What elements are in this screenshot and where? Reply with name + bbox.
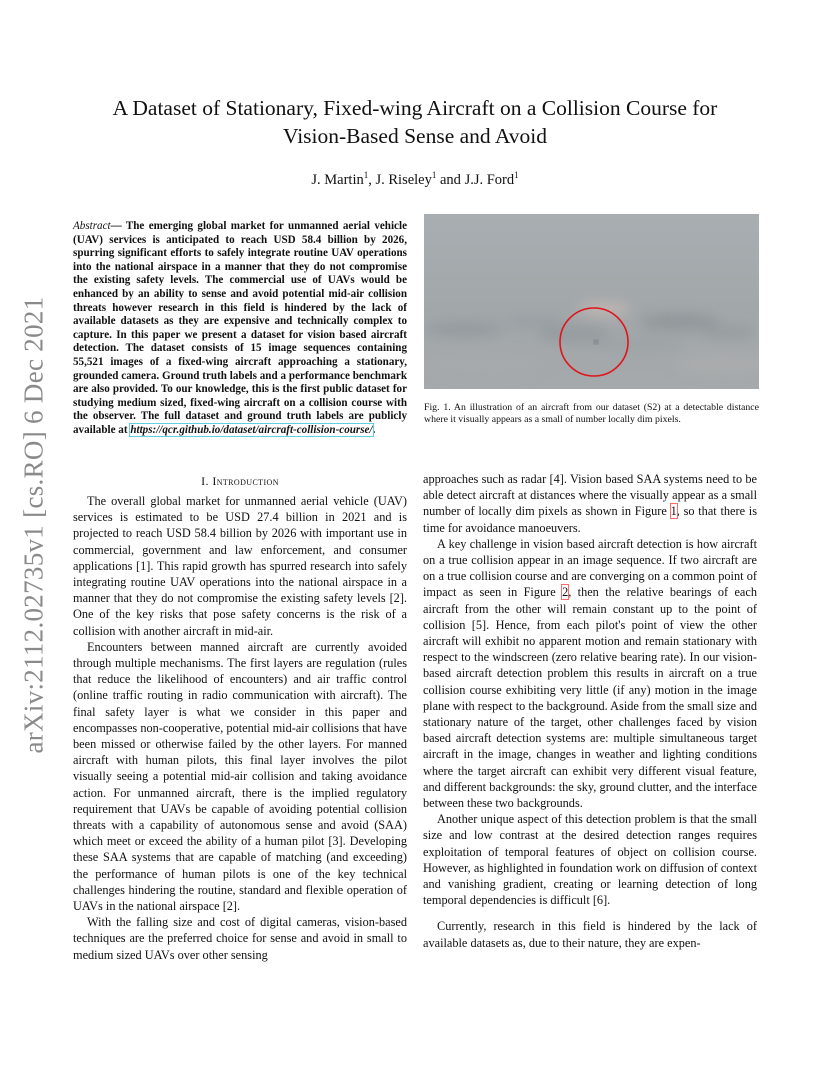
author-list	[70, 170, 760, 189]
author-separator: and	[436, 171, 465, 188]
abstract-end: .	[372, 423, 376, 436]
paragraph: Another unique aspect of this detection problem is that the small size and low contrast at the desired detection ranges requires exploitation of temporal features of object on collision course. However, as highlighted in foundation work on diffusion of context and vanishing gradient, creating or learning detection of long temporal dependencies is difficult [6].	[423, 812, 757, 908]
paragraph: Encounters between manned aircraft are currently avoided through multiple mechanisms. The first layers are regulation (rules that reduce the likelihood of encounters) and air traffic control (online traffic routing in radio communication with aircraft). The final safety layer is what we consider in this paper and encompasses non-cooperative, potential mid-air collisions that have been missed or otherwise failed by the other layers. For manned aircraft with human pilots, this final layer involves the pilot visually seeing a potential mid-air collision and taking avoidance action. For unmanned aircraft, there is the implied regulatory requirement that UAVs be capable of avoiding potential collision threats with a capability of autonomous sense and avoid (SAA) which meet or exceed the ability of a human pilot [3]. Developing these SAA systems that are capable of matching (and exceeding) the performance of human pilots is one of the key technical challenges hindering the routine, standard and flexible operation of UAVs in the national airspace [2].	[73, 639, 407, 914]
section-number: I.	[201, 474, 213, 488]
figure-1-image	[424, 214, 759, 389]
paragraph-text: , then the relative bearings of each aircraft from the other will remain constant up to the point of collision [5]. Hence, from each pilot's point of view the other aircraft will exhibit no apparent motion and remain stationary with respect to the windscreen (zero relative bearing rate). In our vision-based aircraft detection problem this results in aircraft on a true collision course exhibiting very little (if any) motion in the image plane with respect to the background. Aside from the small size and stationary nature of the target, other challenges faced by vision based aircraft detection systems are: multiple simultaneous target aircraft in the image, changes in weather and lighting conditions where the target aircraft can exhibit very different visual feature, and different backgrounds: the sky, ground clutter, and the interface between these two backgrounds.	[423, 585, 757, 811]
paragraph-text: approaches such as radar [4]. Vision based SAA systems need to be able detect aircraft at distances where the visually appear as a small number of locally dim pixels as shown in Figure	[423, 472, 757, 519]
author-affiliation: 1	[363, 170, 369, 180]
paragraph: The overall global market for unmanned aerial vehicle (UAV) services is estimated to be USD 27.4 billion in 2021 and is projected to reach USD 58.4 billion by 2026 with important use in commercial, government and law enforcement, and consumer applications [1]. This rapid growth has spurred research into safely integrating routine UAV operations into the national airspace in a manner that they do not compromise the existing safety levels [2]. One of the key risks that pose safety concerns is the risk of a collision with another aircraft in mid-air.	[73, 494, 407, 638]
paragraph-text: A key challenge in vision based aircraft detection is how aircraft on a true collision appear in an image sequence. If two aircraft are on a true collision course and are converging on a common point of impact as seen in Figure	[423, 536, 757, 600]
abstract-dash: —	[110, 220, 122, 232]
author-affiliation: 1	[431, 170, 437, 180]
abstract-text: The emerging global market for unmanned aerial vehicle (UAV) services is anticipated to reach USD 58.4 billion by 2026, spurring significant efforts to safely integrate routine UAV operations into the national airspace in a manner that they do not compromise the existing safety levels. The commercial use of UAVs would be enhanced by an ability to sense and avoid potential mid-air collision threats however research in this field is hindered by the lack of available datasets as they are expensive and technically complex to capture. In this paper we present a dataset for vision based aircraft detection. The dataset consists of 15 image sequences containing 55,521 images of a fixed-wing aircraft approaching a stationary, grounded camera. Ground truth labels and a performance benchmark are also provided. To our knowledge, this is the first public dataset for studying medium sized, fixed-wing aircraft on a collision course with the observer. The full dataset and ground truth labels are publicly available at	[73, 220, 407, 436]
sky-photo	[424, 214, 759, 389]
paper-title	[70, 94, 760, 150]
author-name: J. Riseley	[375, 171, 432, 188]
aircraft-target	[594, 340, 598, 344]
left-column-body	[73, 493, 407, 963]
title-line-2: Vision-Based Sense and Avoid	[282, 124, 548, 148]
arxiv-sidebar	[14, 290, 54, 760]
paragraph: With the falling size and cost of digital cameras, vision-based techniques are the preferred choice for sense and avoid in small to medium sized UAVs over other sensing	[73, 915, 407, 962]
paragraph	[423, 471, 757, 536]
figure-1-caption: Fig. 1. An illustration of an aircraft from our dataset (S2) at a detectable distance where it visually appears as a small of number locally dim pixels.	[424, 402, 759, 425]
dataset-link[interactable]: https://qcr.github.io/dataset/aircraft-collision-course/	[130, 423, 373, 436]
right-column-body	[423, 471, 757, 951]
abstract	[73, 220, 407, 438]
section-title: Introduction	[212, 474, 279, 488]
figure-2-ref-link[interactable]: 2	[562, 585, 569, 600]
paragraph	[423, 536, 757, 811]
arxiv-identifier: arXiv:2112.02735v1 [cs.RO] 6 Dec 2021	[18, 296, 49, 754]
cloud-texture	[424, 302, 759, 374]
author-name: J.J. Ford	[464, 171, 515, 188]
section-heading-introduction	[73, 474, 407, 489]
figure-1-ref-link[interactable]: 1	[670, 504, 677, 519]
abstract-label: Abstract	[73, 220, 111, 232]
paragraph-text: , so that there is time for avoidance manoeuvers.	[423, 504, 757, 535]
paragraph: Currently, research in this field is hindered by the lack of available datasets as, due to their nature, they are expen-	[423, 919, 757, 950]
author-name: J. Martin	[311, 171, 364, 188]
title-line-1: A Dataset of Stationary, Fixed-wing Aircraft on a Collision Course for	[112, 96, 718, 120]
author-affiliation: 1	[514, 170, 519, 180]
author-separator: ,	[368, 171, 376, 188]
